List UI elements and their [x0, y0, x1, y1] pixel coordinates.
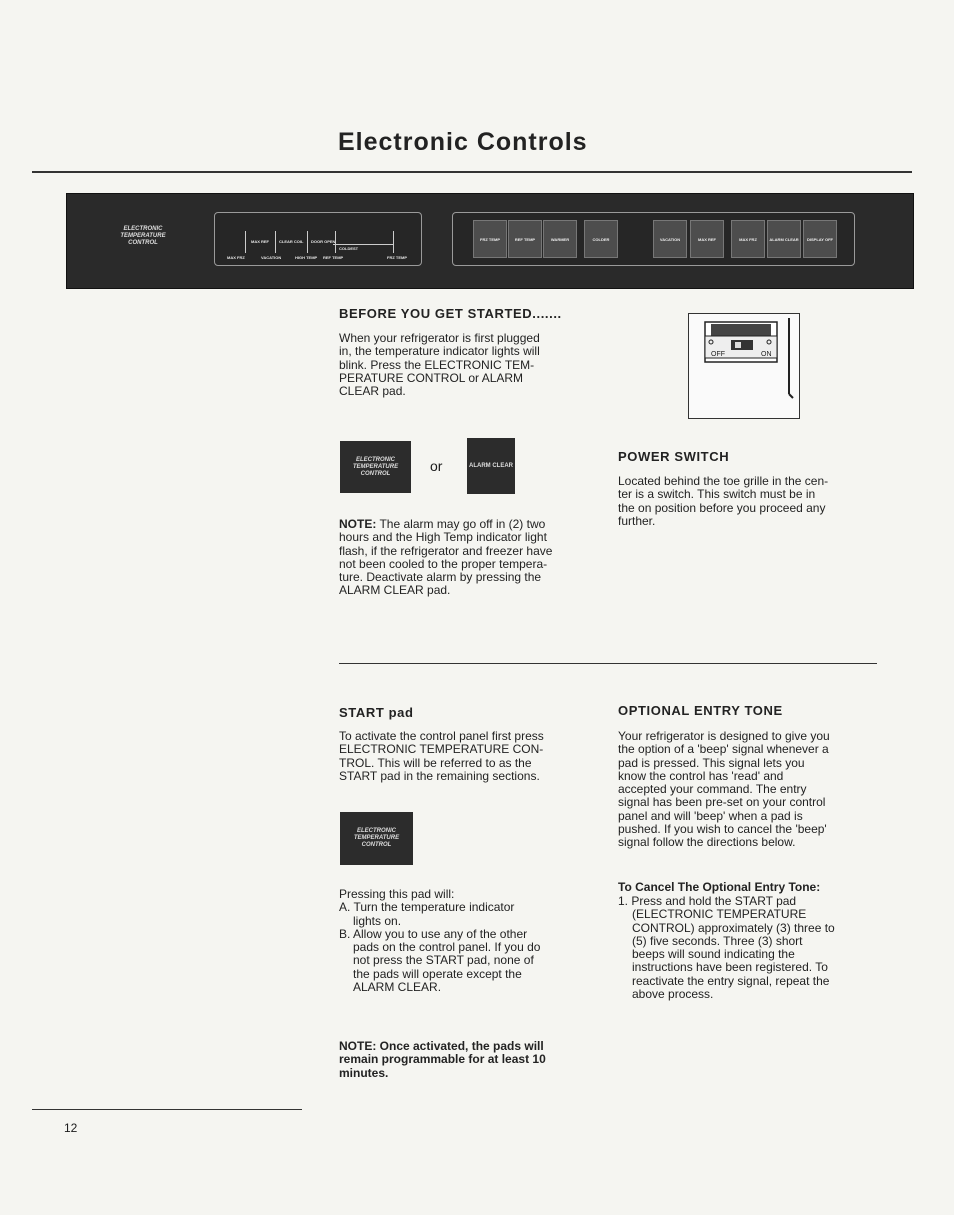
before-started-note: [339, 518, 589, 598]
switch-off-label: OFF: [711, 351, 725, 358]
note-line: NOTE: Once activated, the pads will: [339, 1039, 544, 1053]
text-line: blink. Press the ELECTRONIC TEM-: [339, 357, 535, 372]
before-started-heading: BEFORE YOU GET STARTED.......: [339, 306, 562, 321]
electronic-temperature-control-pad: ELECTRONIC TEMPERATURE CONTROL: [340, 441, 411, 493]
display-bar: [333, 244, 393, 245]
text-line: pushed. If you wish to cancel the 'beep': [618, 822, 827, 837]
step-line: instructions have been registered. To: [632, 960, 828, 975]
display-label: REF TEMP: [323, 255, 344, 260]
pad-alarm-clear[interactable]: ALARM CLEAR: [767, 220, 801, 258]
display-divider: [307, 231, 308, 253]
list-item: lights on.: [353, 913, 402, 928]
text-line: know the control has 'read' and: [618, 768, 784, 783]
text-line: ter is a switch. This switch must be in: [618, 487, 816, 502]
power-switch-drawing: [689, 314, 799, 418]
text-line: ELECTRONIC TEMPERATURE CON-: [339, 742, 544, 757]
note-line: [339, 518, 589, 531]
list-item: B. Allow you to use any of the other: [339, 926, 528, 941]
pad-display-off[interactable]: DISPLAY OFF: [803, 220, 837, 258]
display-divider: [393, 231, 394, 253]
note-label: NOTE:: [339, 517, 377, 531]
display-label: CLEAR COIL: [279, 239, 304, 244]
display-divider: [245, 231, 246, 253]
note-line: minutes.: [339, 1065, 389, 1080]
text-line: panel and will 'beep' when a pad is: [618, 808, 803, 823]
pad-max-ref[interactable]: MAX REF: [690, 220, 724, 258]
control-pad-row: [452, 212, 855, 266]
start-pad-steps: [339, 888, 589, 994]
display-label: MAX REF: [251, 239, 269, 244]
text-line: START pad in the remaining sections.: [339, 768, 540, 783]
start-pad-note: [339, 1040, 589, 1080]
step-line: (ELECTRONIC TEMPERATURE: [632, 907, 807, 922]
footer-rule: [32, 1109, 302, 1110]
indicator-display: [214, 212, 422, 266]
cancel-tone-steps: [618, 895, 880, 1001]
start-pad-heading: START pad: [339, 705, 414, 720]
text-line: signal has been pre-set on your control: [618, 795, 826, 810]
cancel-tone-heading: To Cancel The Optional Entry Tone:: [618, 880, 821, 894]
switch-on-label: ON: [761, 351, 772, 358]
text-line: Located behind the toe grille in the cen-: [618, 474, 829, 488]
display-label: COLDEST: [339, 246, 359, 251]
display-label: HIGH TEMP: [295, 255, 318, 260]
alarm-clear-pad: ALARM CLEAR: [467, 438, 515, 494]
text-line: in, the temperature indicator lights will: [339, 344, 540, 359]
step-line: reactivate the entry signal, repeat the: [632, 973, 830, 988]
note-line: hours and the High Temp indicator light: [339, 530, 547, 545]
display-label: DOOR OPEN: [311, 239, 336, 244]
text-line: Your refrigerator is designed to give you: [618, 729, 830, 743]
pad-ref-temp[interactable]: REF TEMP: [508, 220, 542, 258]
display-label: FRZ TEMP: [387, 255, 407, 260]
section-rule: [339, 663, 877, 664]
text-line: PERATURE CONTROL or ALARM: [339, 370, 524, 385]
before-started-text: [339, 332, 589, 398]
title-rule: [32, 171, 912, 173]
entry-tone-text: [618, 730, 878, 850]
pad-max-frz[interactable]: MAX FRZ: [731, 220, 765, 258]
list-item: pads on the control panel. If you do: [353, 940, 541, 955]
page-number: 12: [64, 1121, 78, 1135]
step-line: CONTROL) approximately (3) three to: [632, 920, 835, 935]
pad-warmer[interactable]: WARMER: [543, 220, 577, 258]
start-pad-text: [339, 730, 589, 783]
step-line: 1. Press and hold the START pad: [618, 894, 797, 908]
note-line: flash, if the refrigerator and freezer have: [339, 543, 553, 558]
power-switch-text: [618, 475, 868, 528]
text-line: CLEAR pad.: [339, 384, 406, 399]
list-item: A. Turn the temperature indicator: [339, 900, 515, 915]
power-switch-heading: POWER SWITCH: [618, 449, 730, 464]
pad-vacation[interactable]: VACATION: [653, 220, 687, 258]
text-line: pad is pressed. This signal lets you: [618, 755, 805, 770]
note-line: ture. Deactivate alarm by pressing the: [339, 570, 542, 585]
list-item: the pads will operate except the: [353, 966, 522, 981]
note-line: not been cooled to the proper tempera-: [339, 556, 548, 571]
text-line: the on position before you proceed any: [618, 500, 826, 515]
start-pad-image: ELECTRONIC TEMPERATURE CONTROL: [340, 812, 413, 865]
text-line: When your refrigerator is first plugged: [339, 331, 540, 345]
text-line: further.: [618, 513, 656, 528]
text-line: signal follow the directions below.: [618, 835, 796, 850]
display-label: VACATION: [261, 255, 282, 260]
list-item: not press the START pad, none of: [353, 953, 534, 968]
entry-tone-heading: OPTIONAL ENTRY TONE: [618, 703, 783, 718]
step-line: (5) five seconds. Three (3) short: [632, 933, 803, 948]
note-line: ALARM CLEAR pad.: [339, 583, 451, 598]
pad-colder[interactable]: COLDER: [584, 220, 618, 258]
or-text: or: [430, 458, 443, 474]
display-label: MAX FRZ: [227, 255, 245, 260]
text-line: the option of a 'beep' signal whenever a: [618, 742, 829, 757]
power-switch-illustration: [688, 313, 800, 419]
display-divider: [275, 231, 276, 253]
step-line: beeps will sound indicating the: [632, 947, 795, 962]
list-item: ALARM CLEAR.: [353, 980, 442, 995]
pad-frz-temp[interactable]: FRZ TEMP: [473, 220, 507, 258]
note-line: remain programmable for at least 10: [339, 1052, 546, 1067]
page-title: Electronic Controls: [338, 128, 588, 156]
text-line: TROL. This will be referred to as the: [339, 755, 532, 770]
text-line: Pressing this pad will:: [339, 887, 455, 901]
note-text: The alarm may go off in (2) two: [376, 517, 546, 531]
control-panel-label: ELECTRONIC TEMPERATURE CONTROL: [120, 226, 166, 246]
step-line: above process.: [632, 987, 714, 1002]
text-line: accepted your command. The entry: [618, 782, 807, 797]
text-line: To activate the control panel first press: [339, 729, 544, 743]
